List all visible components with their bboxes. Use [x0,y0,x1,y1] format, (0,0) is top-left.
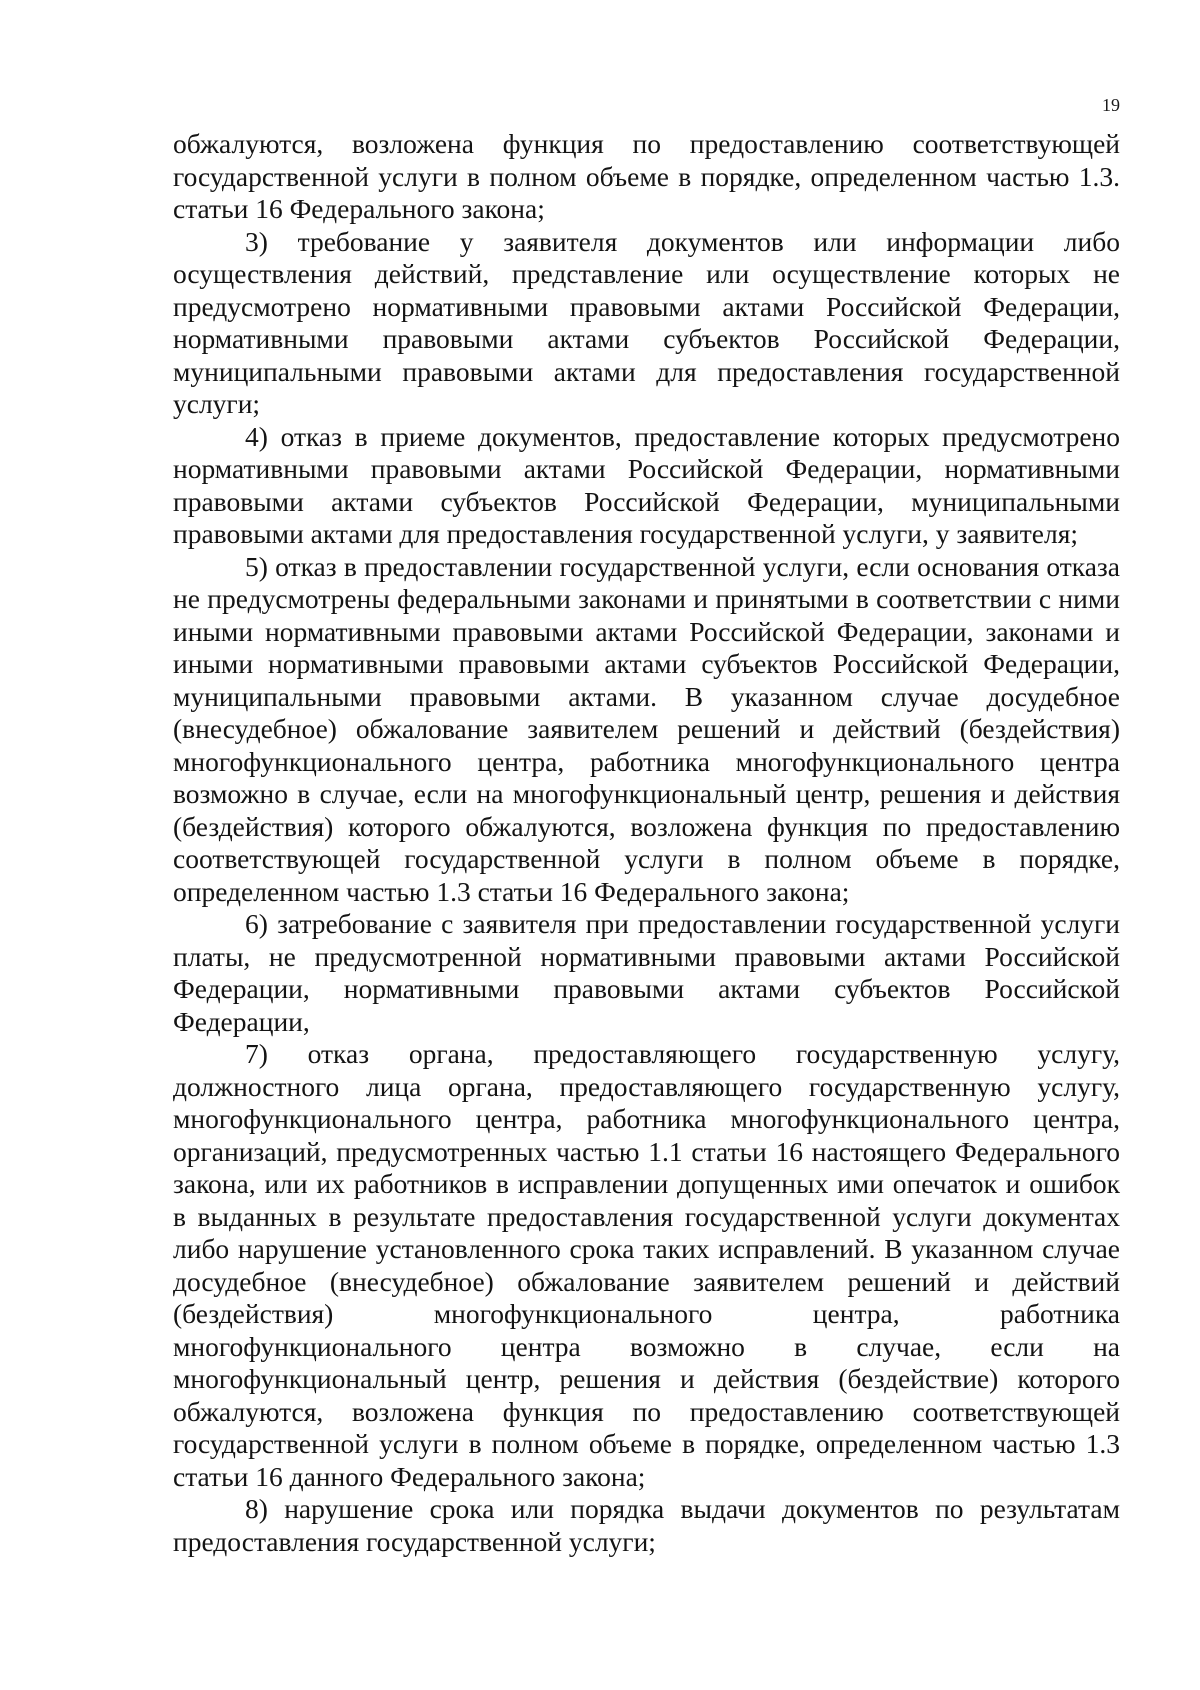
document-body [173,128,1120,1558]
list-item-8: 8) нарушение срока или порядка выдачи документов по результатам предоставления государственной услуги; [173,1493,1120,1557]
list-item-5: 5) отказ в предоставлении государственной услуги, если основания отказа не предусмотрены федеральными законами и принятыми в соответствии с ними иными нормативными правовыми актами Российской Федерации, законами и иными нормативными правовыми актами субъектов Российской Федерации, муниципальными правовыми актами. В указанном случае досудебное (внесудебное) обжалование заявителем решений и действий (бездействия) многофункционального центра, работника многофункционального центра возможно в случае, если на многофункциональный центр, решения и действия (бездействия) которого обжалуются, возложена функция по предоставлению соответствующей государственной услуги в полном объеме в порядке, определенном частью 1.3 статьи 16 Федерального закона; [173,550,1120,907]
list-item-3: 3) требование у заявителя документов или информации либо осуществления действий, представление или осуществление которых не предусмотрено нормативными правовыми актами Российской Федерации, нормативными правовыми актами субъектов Российской Федерации, муниципальными правовыми актами для предоставления государственной услуги; [173,225,1120,419]
page-number: 19 [1102,95,1120,115]
list-item-4: 4) отказ в приеме документов, предоставление которых предусмотрено нормативными правовыми актами Российской Федерации, нормативными правовыми актами субъектов Российской Федерации, муниципальными правовыми актами для предоставления государственной услуги, у заявителя; [173,420,1120,549]
list-item-6: 6) затребование с заявителя при предоставлении государственной услуги платы, не предусмотренной нормативными правовыми актами Российской Федерации, нормативными правовыми актами субъектов Российской Федерации, [173,908,1120,1037]
paragraph-continuation: обжалуются, возложена функция по предоставлению соответствующей государственной услуги в полном объеме в порядке, определенном частью 1.3. статьи 16 Федерального закона; [173,128,1120,224]
list-item-7: 7) отказ органа, предоставляющего государственную услугу, должностного лица органа, предоставляющего государственную услугу, многофункционального центра, работника многофункционального центра, организаций, предусмотренных частью 1.1 статьи 16 настоящего Федерального закона, или их работников в исправлении допущенных ими опечаток и ошибок в выданных в результате предоставления государственной услуги документах либо нарушение установленного срока таких исправлений. В указанном случае досудебное (внесудебное) обжалование заявителем решений и действий (бездействия) многофункционального центра, работника многофункционального центра возможно в случае, если на многофункциональный центр, решения и действия (бездействие) которого обжалуются, возложена функция по предоставлению соответствующей государственной услуги в полном объеме в порядке, определенном частью 1.3 статьи 16 данного Федерального закона; [173,1038,1120,1492]
